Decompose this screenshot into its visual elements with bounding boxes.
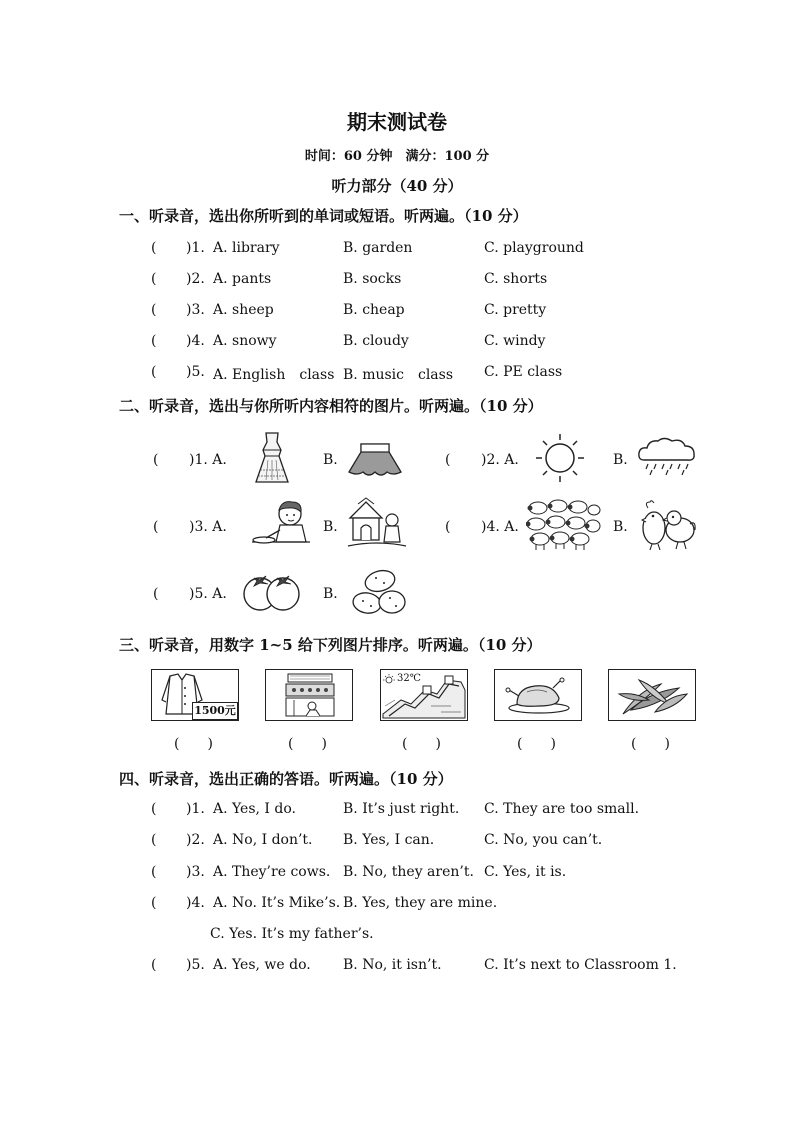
picture-box-coat	[151, 669, 239, 721]
chickens-icon	[640, 500, 698, 552]
option-c: C. shorts	[484, 271, 548, 287]
option-a: A. Yes, I do.	[213, 801, 296, 817]
question-number: )2.	[186, 832, 205, 848]
rain-cloud-icon	[636, 436, 700, 476]
option-a: A. pants	[213, 271, 272, 287]
option-a: A. Yes, we do.	[213, 957, 311, 973]
dress-icon	[250, 430, 294, 488]
roast-chicken-icon	[495, 670, 581, 720]
part-title: 听力部分（40 分）	[331, 177, 463, 195]
question-label: )5. A.	[189, 586, 227, 602]
answer-bracket[interactable]: (	[153, 586, 159, 602]
boy-eating-icon	[250, 498, 312, 550]
option-a: A. library	[213, 240, 280, 256]
skirt-icon	[343, 440, 407, 482]
question-number: )3.	[186, 864, 205, 880]
question-label: )4. A.	[481, 519, 519, 535]
option-a: A. No. It’s Mike’s.	[213, 895, 341, 911]
answer-bracket[interactable]: (	[151, 364, 157, 380]
sheep-flock-icon	[526, 498, 602, 552]
option-a: A. English class	[213, 367, 335, 383]
option-c: C. PE class	[484, 364, 563, 380]
question-number: )3.	[186, 302, 205, 318]
section4-heading: 四、听录音，选出正确的答语。听两遍。（10 分）	[119, 770, 453, 788]
question-number: )4.	[186, 333, 205, 349]
option-c: C. pretty	[484, 302, 547, 318]
great-wall-icon	[381, 670, 467, 720]
option-c: C. Yes. It’s my father’s.	[210, 926, 374, 942]
option-c: C. It’s next to Classroom 1.	[484, 957, 677, 973]
question-label: )1. A.	[189, 452, 227, 468]
answer-bracket[interactable]: (	[151, 895, 157, 911]
option-c: C. Yes, it is.	[484, 864, 567, 880]
exam-info: 时间：60 分钟 满分：100 分	[304, 149, 490, 164]
answer-bracket[interactable]: ( )	[517, 736, 556, 752]
picture-box-market	[265, 669, 353, 721]
question-number: )2.	[186, 271, 205, 287]
question-label: )2. A.	[481, 452, 519, 468]
price-tag: 1500元	[192, 702, 238, 720]
picture-box-leaves	[608, 669, 696, 721]
answer-bracket[interactable]: ( )	[402, 736, 441, 752]
answer-bracket[interactable]: (	[153, 452, 159, 468]
tomatoes-icon	[240, 568, 304, 612]
question-number: )4.	[186, 895, 205, 911]
sun-icon	[534, 432, 586, 484]
answer-bracket[interactable]: (	[151, 801, 157, 817]
temperature-label: 32℃	[397, 673, 421, 684]
picture-box-great-wall	[380, 669, 468, 721]
question-number: )5.	[186, 364, 205, 380]
option-b: B. cloudy	[343, 333, 409, 349]
answer-bracket[interactable]: ( )	[174, 736, 213, 752]
option-b: B. Yes, they are mine.	[343, 895, 498, 911]
answer-bracket[interactable]: ( )	[631, 736, 670, 752]
option-c: C. They are too small.	[484, 801, 640, 817]
option-a: A. They’re cows.	[213, 864, 331, 880]
answer-bracket[interactable]: (	[445, 452, 451, 468]
answer-bracket[interactable]: (	[151, 271, 157, 287]
answer-bracket[interactable]: ( )	[288, 736, 327, 752]
option-b: B. socks	[343, 271, 402, 287]
market-icon	[266, 670, 352, 720]
option-b: B. It’s just right.	[343, 801, 460, 817]
option-a: A. snowy	[213, 333, 277, 349]
answer-bracket[interactable]: (	[153, 519, 159, 535]
answer-bracket[interactable]: (	[151, 864, 157, 880]
option-c: C. No, you can’t.	[484, 832, 603, 848]
leaves-icon	[609, 670, 695, 720]
option-b: B. Yes, I can.	[343, 832, 435, 848]
picture-box-chicken	[494, 669, 582, 721]
answer-bracket[interactable]: (	[151, 240, 157, 256]
section3-heading: 三、听录音，用数字 1~5 给下列图片排序。听两遍。（10 分）	[119, 636, 542, 654]
option-b: B. No, they aren’t.	[343, 864, 474, 880]
option-b: B. garden	[343, 240, 413, 256]
question-label: )3. A.	[189, 519, 227, 535]
answer-bracket[interactable]: (	[445, 519, 451, 535]
option-b: B. music class	[343, 367, 454, 383]
question-number: )1.	[186, 240, 205, 256]
option-b-label: B.	[323, 586, 338, 602]
option-a: A. No, I don’t.	[213, 832, 313, 848]
option-b-label: B.	[323, 519, 338, 535]
section2-heading: 二、听录音，选出与你所听内容相符的图片。听两遍。（10 分）	[119, 397, 543, 415]
potatoes-icon	[350, 568, 408, 618]
option-b-label: B.	[613, 452, 628, 468]
answer-bracket[interactable]: (	[151, 832, 157, 848]
option-b: B. No, it isn’t.	[343, 957, 442, 973]
question-number: )1.	[186, 801, 205, 817]
page-title: 期末测试卷	[347, 110, 447, 134]
answer-bracket[interactable]: (	[151, 957, 157, 973]
answer-bracket[interactable]: (	[151, 302, 157, 318]
option-c: C. playground	[484, 240, 584, 256]
answer-bracket[interactable]: (	[151, 333, 157, 349]
option-b-label: B.	[323, 452, 338, 468]
section1-heading: 一、听录音，选出你所听到的单词或短语。听两遍。（10 分）	[119, 207, 528, 225]
farm-house-icon	[346, 496, 408, 552]
question-number: )5.	[186, 957, 205, 973]
option-a: A. sheep	[213, 302, 274, 318]
option-c: C. windy	[484, 333, 546, 349]
option-b: B. cheap	[343, 302, 405, 318]
option-b-label: B.	[613, 519, 628, 535]
